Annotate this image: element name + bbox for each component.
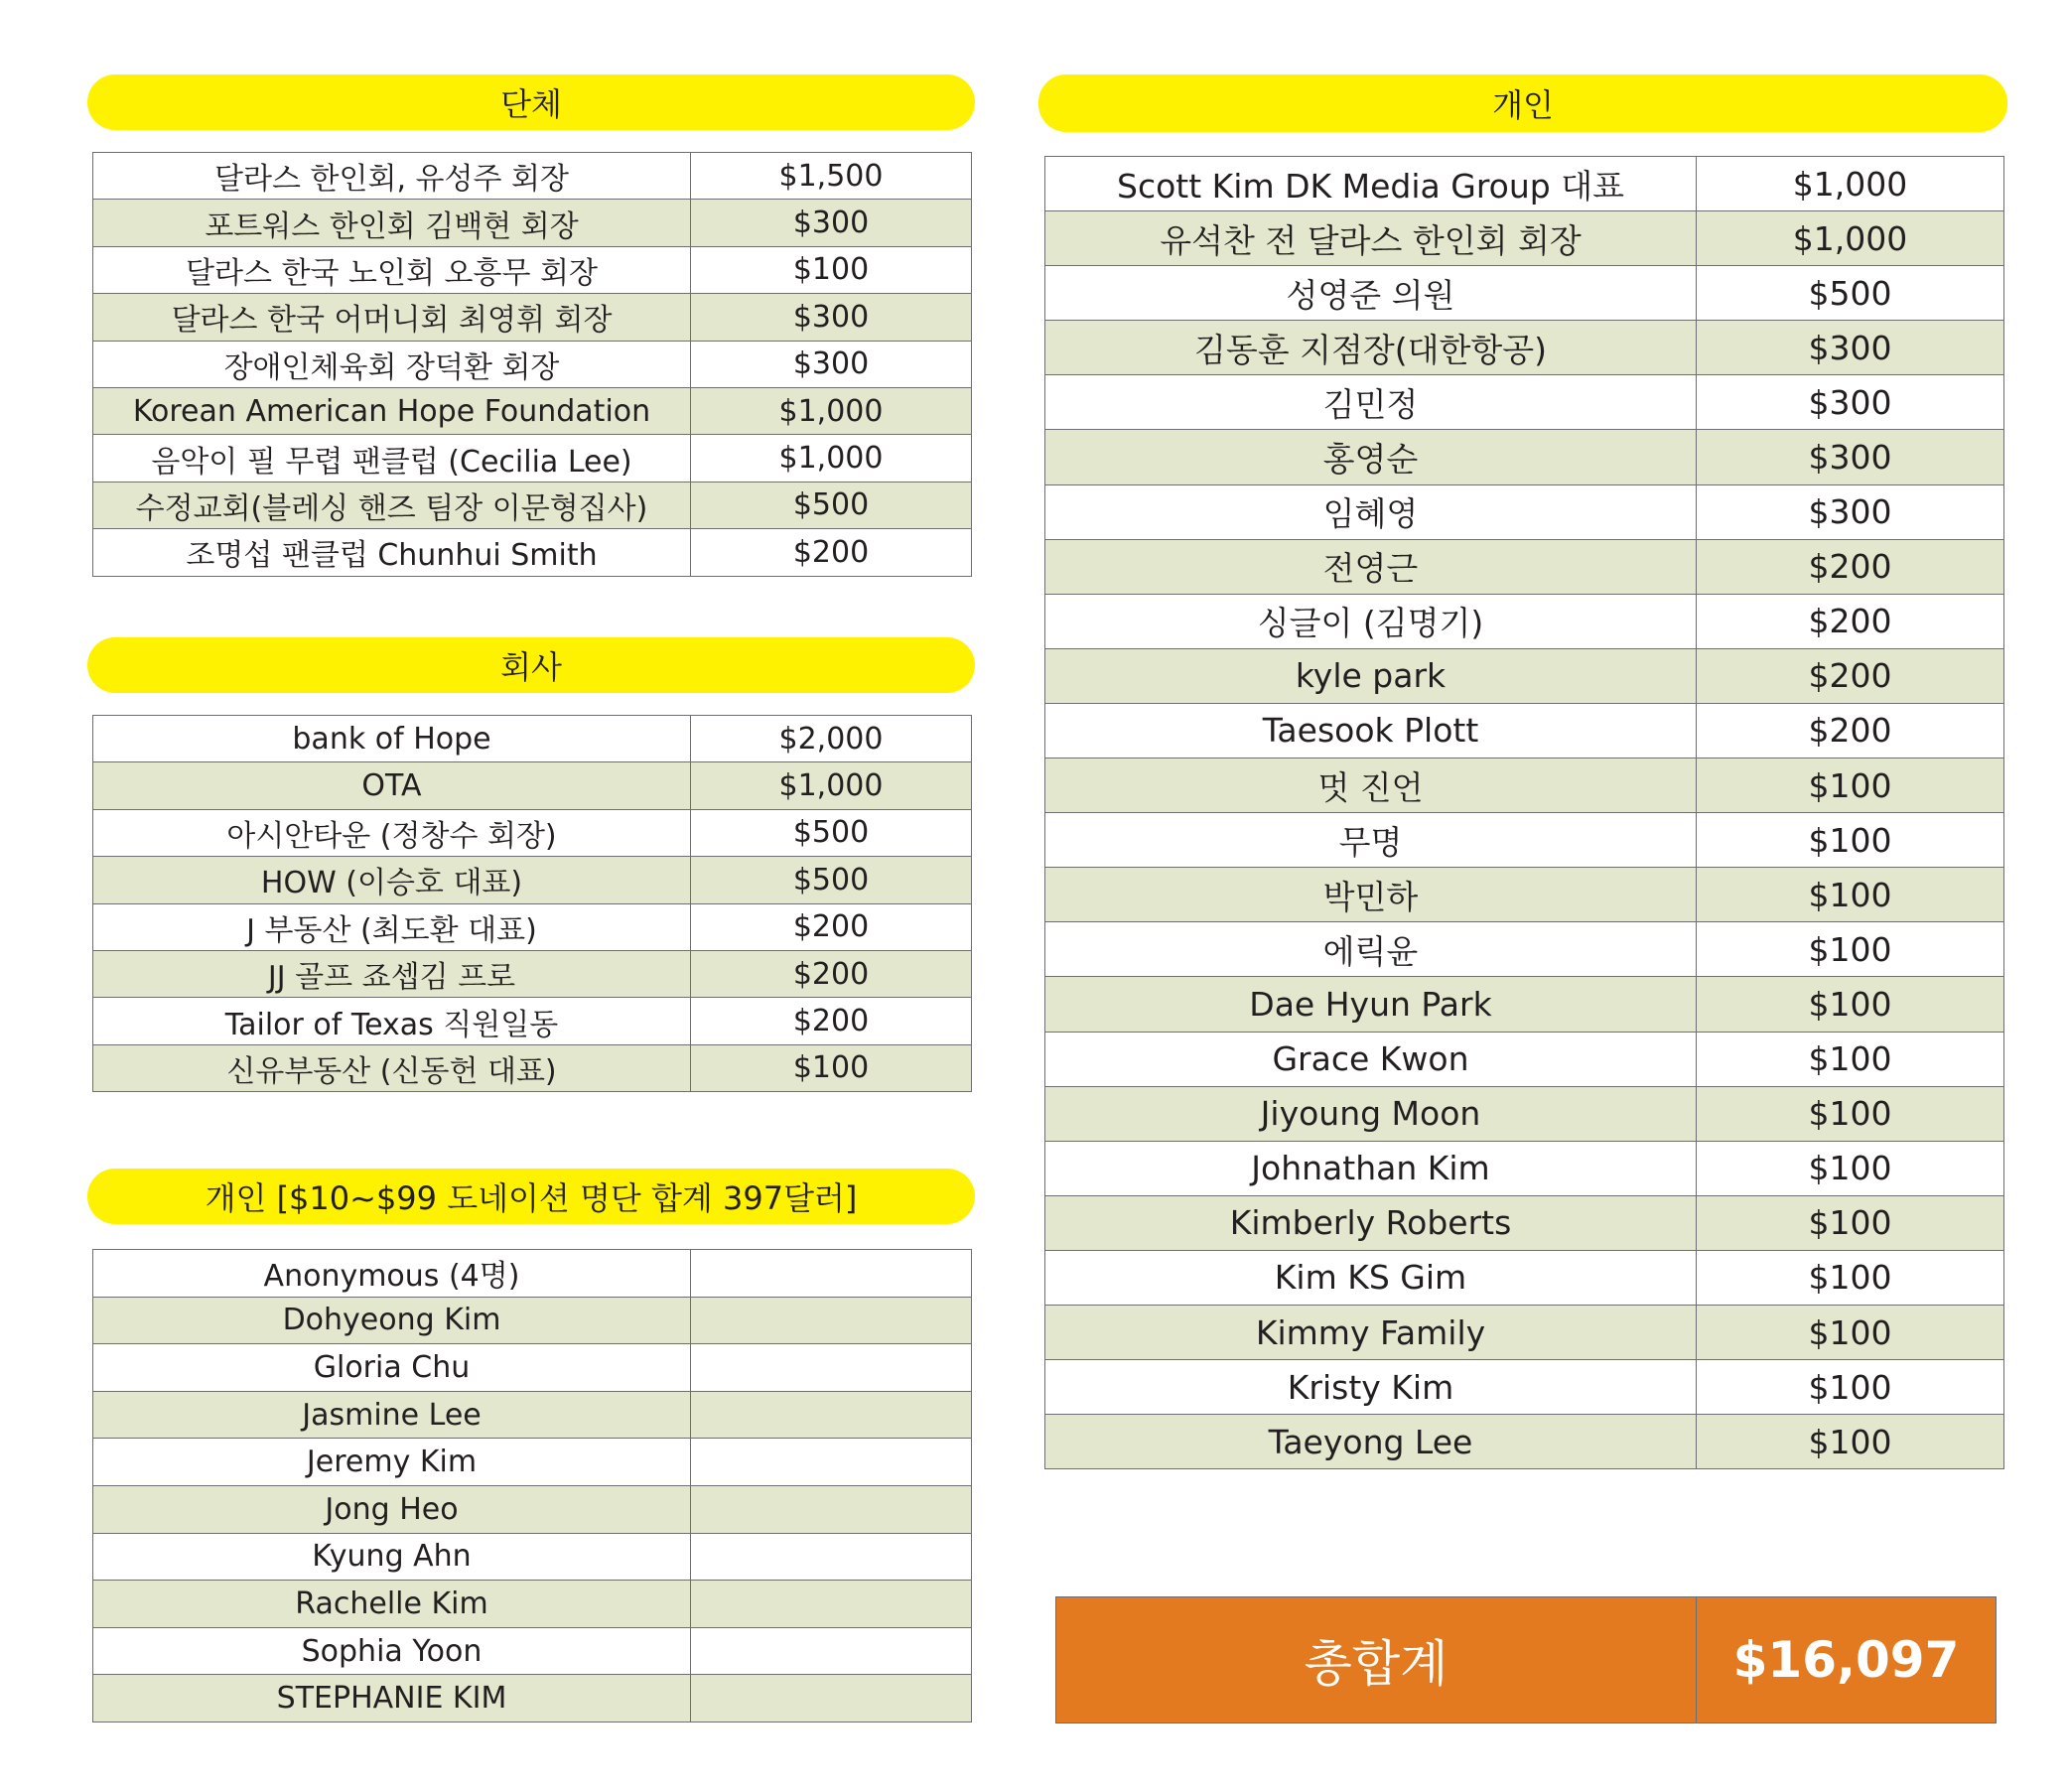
donation-amount: $500	[1697, 266, 2004, 321]
table-row	[93, 950, 972, 997]
table-row	[1045, 813, 2004, 868]
donation-amount	[691, 1297, 972, 1344]
donor-name: Johnathan Kim	[1045, 1141, 1697, 1195]
table-row	[93, 294, 972, 341]
donation-amount: $500	[691, 482, 972, 528]
donation-amount: $1,500	[691, 153, 972, 200]
grand-total-value: $16,097	[1732, 1631, 1960, 1689]
donor-name: 달라스 한국 어머니회 최영휘 회장	[93, 294, 691, 341]
donation-amount	[691, 1439, 972, 1486]
table-row	[1045, 430, 2004, 484]
table-row	[1045, 211, 2004, 266]
table-row	[93, 716, 972, 762]
donation-amount: $100	[1697, 977, 2004, 1032]
table-row	[93, 1485, 972, 1533]
individuals-header: 개인	[1038, 74, 2007, 132]
donor-name: 김동훈 지점장(대한항공)	[1045, 321, 1697, 375]
table-row	[93, 529, 972, 576]
donation-amount: $100	[1697, 758, 2004, 813]
table-row	[93, 762, 972, 809]
table-row	[1045, 594, 2004, 648]
table-row	[1045, 1195, 2004, 1250]
donation-amount	[691, 1581, 972, 1628]
donation-amount: $1,000	[691, 435, 972, 482]
donation-amount	[691, 1533, 972, 1581]
table-row	[93, 341, 972, 387]
donation-amount: $100	[1697, 1195, 2004, 1250]
donor-name: 임혜영	[1045, 484, 1697, 539]
donation-amount	[691, 1675, 972, 1723]
donor-name: J 부동산 (최도환 대표)	[93, 903, 691, 950]
table-row	[93, 246, 972, 293]
donation-amount: $300	[691, 294, 972, 341]
donor-name: 무명	[1045, 813, 1697, 868]
table-row	[93, 153, 972, 200]
table-row	[93, 903, 972, 950]
donation-amount: $200	[1697, 539, 2004, 594]
donation-amount: $100	[1697, 868, 2004, 922]
donation-amount	[691, 1391, 972, 1439]
table-row	[93, 1581, 972, 1628]
table-row	[1045, 484, 2004, 539]
donor-name: 음악이 필 무렵 팬클럽 (Cecilia Lee)	[93, 435, 691, 482]
table-row	[93, 998, 972, 1044]
donation-amount: $1,000	[691, 387, 972, 434]
donation-amount: $100	[691, 1044, 972, 1091]
table-row	[93, 200, 972, 246]
table-row	[93, 435, 972, 482]
table-row	[1045, 922, 2004, 977]
donation-amount: $300	[1697, 484, 2004, 539]
companies-header: 회사	[87, 637, 975, 693]
donation-amount: $300	[691, 341, 972, 387]
donation-amount: $200	[691, 529, 972, 576]
donor-name: Anonymous (4명)	[93, 1250, 691, 1298]
donor-name: 장애인체육회 장덕환 회장	[93, 341, 691, 387]
donation-amount: $1,000	[1697, 211, 2004, 266]
table-row	[1045, 758, 2004, 813]
donor-name: 박민하	[1045, 868, 1697, 922]
donor-name: 유석찬 전 달라스 한인회 회장	[1045, 211, 1697, 266]
table-row	[1045, 1032, 2004, 1086]
donor-name: 포트워스 한인회 김백현 회장	[93, 200, 691, 246]
donor-name: 달라스 한국 노인회 오흥무 회장	[93, 246, 691, 293]
small-donors-table	[92, 1249, 972, 1723]
table-row	[93, 1044, 972, 1091]
donation-amount: $1,000	[691, 762, 972, 809]
table-row	[1045, 1250, 2004, 1305]
donor-name: STEPHANIE KIM	[93, 1675, 691, 1723]
small-donors-header: 개인 [$10~$99 도네이션 명단 합계 397달러]	[87, 1169, 975, 1224]
donor-name: Dohyeong Kim	[93, 1297, 691, 1344]
donation-amount: $100	[1697, 1032, 2004, 1086]
donor-name: Kimberly Roberts	[1045, 1195, 1697, 1250]
donor-name: 전영근	[1045, 539, 1697, 594]
donor-name: Jeremy Kim	[93, 1439, 691, 1486]
donation-amount: $100	[691, 246, 972, 293]
donor-name: Taeyong Lee	[1045, 1415, 1697, 1469]
grand-total-box	[1055, 1596, 1997, 1723]
table-row	[93, 1533, 972, 1581]
donor-name: 신유부동산 (신동헌 대표)	[93, 1044, 691, 1091]
table-row	[1045, 648, 2004, 703]
table-row	[1045, 703, 2004, 758]
table-row	[93, 1344, 972, 1392]
table-row	[1045, 1141, 2004, 1195]
donor-name: Kim KS Gim	[1045, 1250, 1697, 1305]
donation-amount: $100	[1697, 813, 2004, 868]
donation-amount: $200	[1697, 648, 2004, 703]
donation-amount: $300	[1697, 375, 2004, 430]
donation-amount: $200	[1697, 594, 2004, 648]
donation-amount: $2,000	[691, 716, 972, 762]
donation-amount: $100	[1697, 1305, 2004, 1359]
donor-name: Kyung Ahn	[93, 1533, 691, 1581]
donation-amount	[691, 1485, 972, 1533]
donation-amount: $200	[1697, 703, 2004, 758]
donor-name: Jiyoung Moon	[1045, 1086, 1697, 1141]
donor-name: JJ 골프 죠셉김 프로	[93, 950, 691, 997]
donation-amount: $100	[1697, 1415, 2004, 1469]
table-row	[93, 857, 972, 903]
table-row	[1045, 977, 2004, 1032]
donation-amount: $200	[691, 950, 972, 997]
donation-amount: $300	[1697, 321, 2004, 375]
donation-amount: $500	[691, 857, 972, 903]
table-row	[1045, 539, 2004, 594]
table-row	[93, 1250, 972, 1298]
table-row	[93, 1297, 972, 1344]
donor-name: Dae Hyun Park	[1045, 977, 1697, 1032]
donor-name: Jasmine Lee	[93, 1391, 691, 1439]
donor-name: Jong Heo	[93, 1485, 691, 1533]
donation-amount: $100	[1697, 922, 2004, 977]
table-row	[1045, 266, 2004, 321]
table-row	[1045, 1305, 2004, 1359]
donor-name: Taesook Plott	[1045, 703, 1697, 758]
donation-amount: $100	[1697, 1141, 2004, 1195]
donor-name: Kimmy Family	[1045, 1305, 1697, 1359]
companies-table	[92, 715, 972, 1092]
donation-amount: $100	[1697, 1086, 2004, 1141]
groups-table	[92, 152, 972, 577]
donor-name: 수정교회(블레싱 핸즈 팀장 이문형집사)	[93, 482, 691, 528]
donor-name: 싱글이 (김명기)	[1045, 594, 1697, 648]
donor-name: 홍영순	[1045, 430, 1697, 484]
donor-name: Kristy Kim	[1045, 1360, 1697, 1415]
table-row	[1045, 868, 2004, 922]
donor-name: Rachelle Kim	[93, 1581, 691, 1628]
donor-name: 조명섭 팬클럽 Chunhui Smith	[93, 529, 691, 576]
donor-name: 김민정	[1045, 375, 1697, 430]
table-row	[93, 1439, 972, 1486]
donation-amount: $200	[691, 903, 972, 950]
donation-amount	[691, 1627, 972, 1675]
donation-amount: $300	[1697, 430, 2004, 484]
donor-name: Sophia Yoon	[93, 1627, 691, 1675]
individuals-table	[1044, 156, 2004, 1469]
donation-amount: $500	[691, 809, 972, 856]
table-row	[1045, 157, 2004, 211]
table-row	[93, 1391, 972, 1439]
donor-name: Grace Kwon	[1045, 1032, 1697, 1086]
donation-amount: $1,000	[1697, 157, 2004, 211]
donor-name: 성영준 의원	[1045, 266, 1697, 321]
donor-name: 에릭윤	[1045, 922, 1697, 977]
donor-name: Scott Kim DK Media Group 대표	[1045, 157, 1697, 211]
donor-name: 달라스 한인회, 유성주 회장	[93, 153, 691, 200]
donor-name: Tailor of Texas 직원일동	[93, 998, 691, 1044]
table-row	[93, 1627, 972, 1675]
donor-name: HOW (이승호 대표)	[93, 857, 691, 903]
donor-name: Korean American Hope Foundation	[93, 387, 691, 434]
donor-name: 아시안타운 (정창수 회장)	[93, 809, 691, 856]
donation-amount	[691, 1250, 972, 1298]
table-row	[1045, 375, 2004, 430]
table-row	[1045, 321, 2004, 375]
donation-amount: $100	[1697, 1250, 2004, 1305]
donor-name: bank of Hope	[93, 716, 691, 762]
table-row	[93, 809, 972, 856]
table-row	[93, 1675, 972, 1723]
table-row	[1045, 1415, 2004, 1469]
donor-name: Gloria Chu	[93, 1344, 691, 1392]
donor-name: 멋 진언	[1045, 758, 1697, 813]
donation-amount: $100	[1697, 1360, 2004, 1415]
donor-name: OTA	[93, 762, 691, 809]
table-row	[1045, 1086, 2004, 1141]
donation-amount: $300	[691, 200, 972, 246]
table-row	[93, 387, 972, 434]
grand-total-label: 총합계	[1056, 1597, 1697, 1723]
donation-amount	[691, 1344, 972, 1392]
table-row	[93, 482, 972, 528]
table-row	[1045, 1360, 2004, 1415]
donation-amount: $200	[691, 998, 972, 1044]
groups-header: 단체	[87, 74, 975, 130]
donor-name: kyle park	[1045, 648, 1697, 703]
